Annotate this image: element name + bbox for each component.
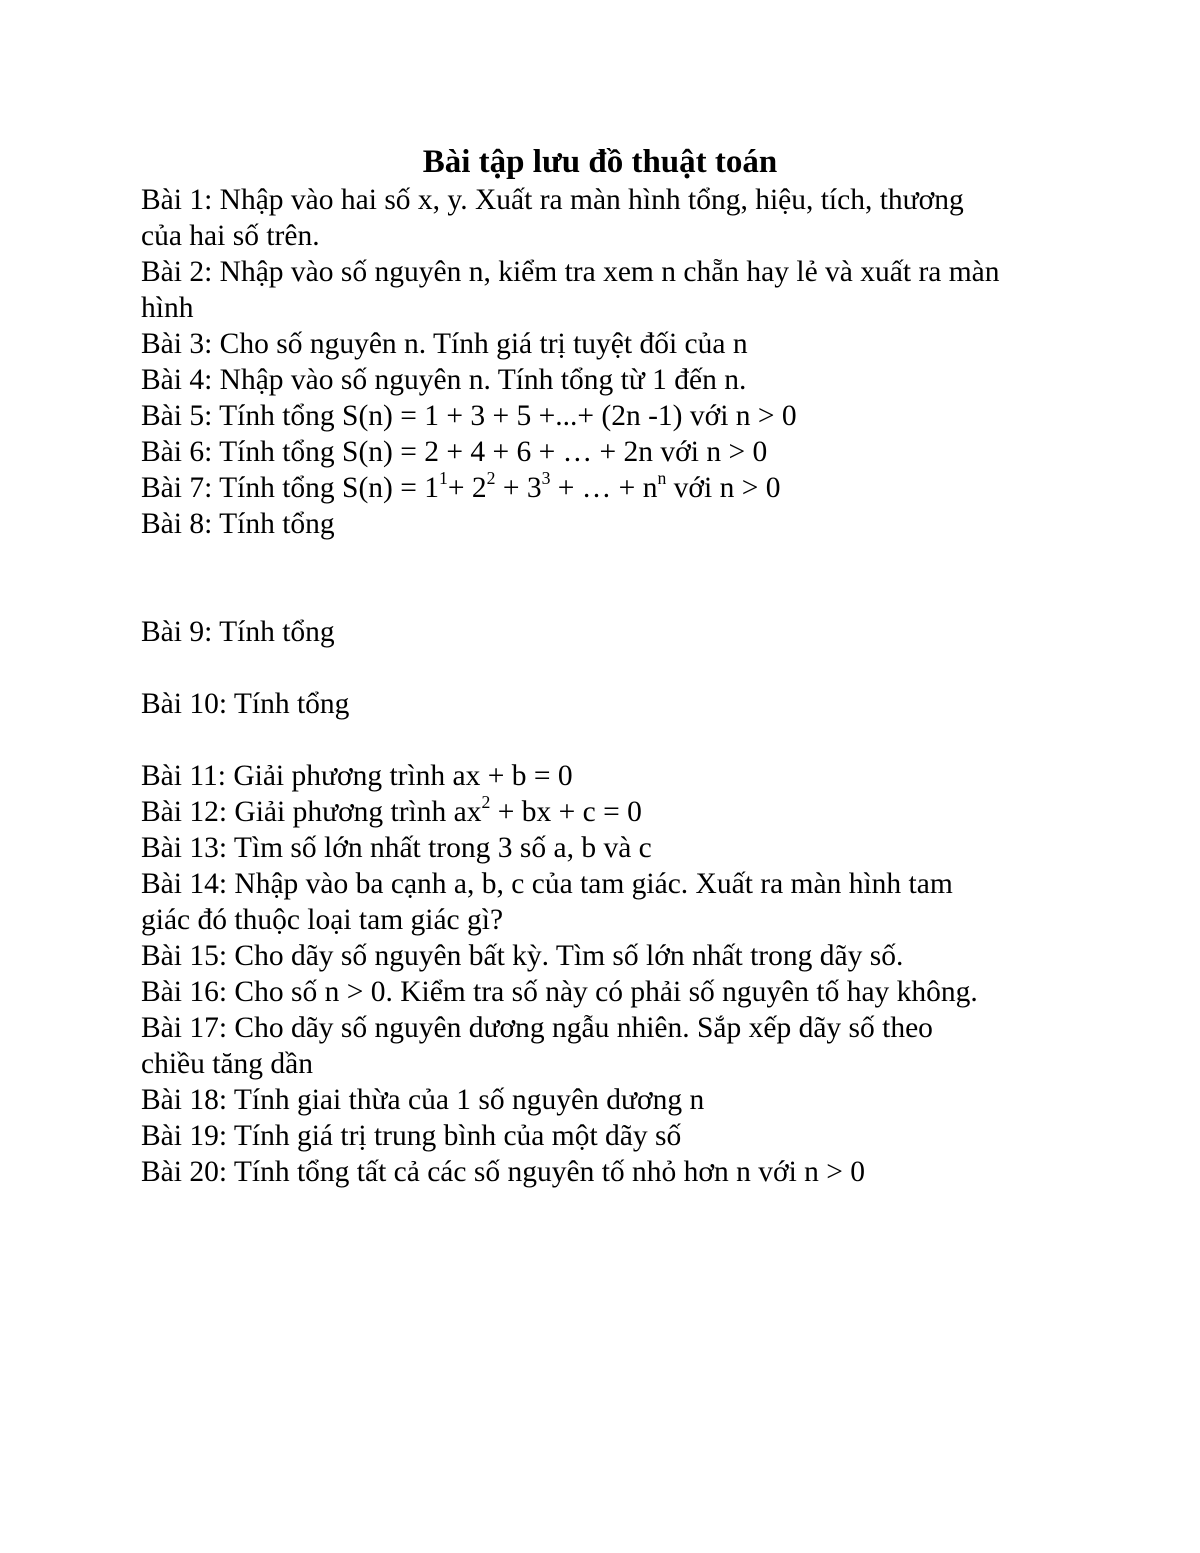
exercise-11: Bài 11: Giải phương trình ax + b = 0 xyxy=(141,760,573,792)
exercise-4: Bài 4: Nhập vào số nguyên n. Tính tổng từ 1 đến n. xyxy=(141,364,747,396)
exercise-8: Bài 8: Tính tổng xyxy=(141,508,335,540)
exercise-7-exponent-1: 1 xyxy=(438,468,448,489)
exercise-7-exponent-2: 2 xyxy=(486,468,496,489)
exercise-7-exponent-n: n xyxy=(657,468,667,489)
document-title: Bài tập lưu đồ thuật toán xyxy=(422,144,778,180)
exercise-16: Bài 16: Cho số n > 0. Kiểm tra số này có phải số nguyên tố hay không. xyxy=(141,976,978,1008)
exercise-2-line-1: Bài 2: Nhập vào số nguyên n, kiểm tra xem n chẵn hay lẻ và xuất ra màn xyxy=(141,256,1000,288)
exercise-7 xyxy=(141,470,1071,506)
exercise-20: Bài 20: Tính tổng tất cả các số nguyên tố nhỏ hơn n với n > 0 xyxy=(141,1156,866,1188)
exercise-12-text-2: + bx + c = 0 xyxy=(490,796,642,828)
exercise-7-exponent-3: 3 xyxy=(541,468,551,489)
exercise-2-line-2: hình xyxy=(141,292,194,324)
exercise-5: Bài 5: Tính tổng S(n) = 1 + 3 + 5 +...+ (2n -1) với n > 0 xyxy=(141,400,797,432)
exercise-13: Bài 13: Tìm số lớn nhất trong 3 số a, b và c xyxy=(141,832,652,864)
exercise-14-line-1: Bài 14: Nhập vào ba cạnh a, b, c của tam giác. Xuất ra màn hình tam xyxy=(141,868,953,900)
exercise-17-line-2: chiều tăng dần xyxy=(141,1048,314,1080)
exercise-12 xyxy=(141,794,1071,830)
exercise-15: Bài 15: Cho dãy số nguyên bất kỳ. Tìm số lớn nhất trong dãy số. xyxy=(141,940,904,972)
exercise-10: Bài 10: Tính tổng xyxy=(141,688,350,720)
exercise-18: Bài 18: Tính giai thừa của 1 số nguyên dương n xyxy=(141,1084,705,1116)
exercise-3: Bài 3: Cho số nguyên n. Tính giá trị tuyệt đối của n xyxy=(141,328,748,360)
exercise-7-text-3: + 3 xyxy=(495,472,542,504)
exercise-9: Bài 9: Tính tổng xyxy=(141,616,335,648)
exercise-7-text-5: với n > 0 xyxy=(666,472,781,504)
exercise-7-text-4: + … + n xyxy=(550,472,658,504)
exercise-7-text-1: Bài 7: Tính tổng S(n) = 1 xyxy=(141,472,439,504)
exercise-1-line-1: Bài 1: Nhập vào hai số x, y. Xuất ra màn hình tổng, hiệu, tích, thương xyxy=(141,184,964,216)
exercise-12-exponent: 2 xyxy=(481,792,491,813)
exercise-list xyxy=(141,182,1071,1190)
exercise-17-line-1: Bài 17: Cho dãy số nguyên dương ngẫu nhiên. Sắp xếp dãy số theo xyxy=(141,1012,933,1044)
exercise-19: Bài 19: Tính giá trị trung bình của một dãy số xyxy=(141,1120,682,1152)
exercise-14-line-2: giác đó thuộc loại tam giác gì? xyxy=(141,904,504,936)
exercise-1-line-2: của hai số trên. xyxy=(141,220,320,252)
exercise-6: Bài 6: Tính tổng S(n) = 2 + 4 + 6 + … + 2n với n > 0 xyxy=(141,436,768,468)
exercise-7-text-2: + 2 xyxy=(447,472,487,504)
exercise-12-text-1: Bài 12: Giải phương trình ax xyxy=(141,796,482,828)
